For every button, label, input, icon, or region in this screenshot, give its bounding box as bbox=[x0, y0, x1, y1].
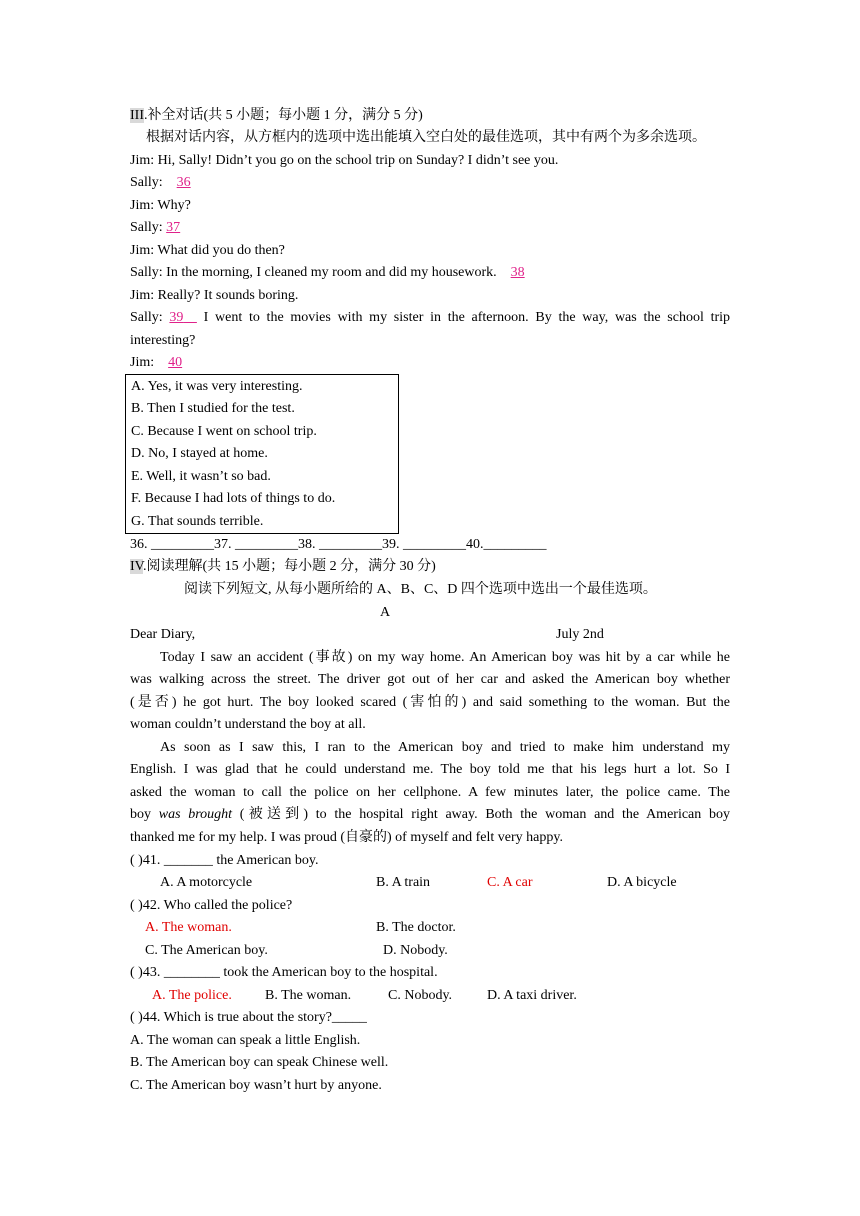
paragraph-1-line: Today I saw an accident (事故) on my way home. An American boy was hit by a car while he bbox=[160, 650, 730, 665]
q41-option-a: A. A motorcycle bbox=[160, 875, 253, 890]
dialogue-line-1: Jim: Hi, Sally! Didn’t you go on the school trip on Sunday? I didn’t see you. bbox=[130, 153, 559, 168]
passage-label: A bbox=[380, 605, 391, 620]
q42-option-c: C. The American boy. bbox=[145, 943, 268, 958]
italic-phrase: was brought bbox=[158, 807, 233, 822]
blank-38: 38 bbox=[510, 265, 525, 280]
dialogue-line-9: interesting? bbox=[130, 333, 196, 348]
dialogue-text: Sally: In the morning, I cleaned my room and did my housework. bbox=[130, 265, 497, 280]
diary-date: July 2nd bbox=[556, 627, 604, 642]
dialogue-text: I went to the movies with my sister in the afternoon. By the way, was the school trip bbox=[203, 310, 731, 325]
speaker: Sally: bbox=[130, 220, 163, 235]
dialogue-line-3: Jim: Why? bbox=[130, 198, 191, 213]
dialogue-line-6 bbox=[130, 262, 525, 284]
dialogue-line-4 bbox=[130, 217, 180, 239]
q43-option-c: C. Nobody. bbox=[388, 988, 453, 1003]
dialogue-line-2 bbox=[130, 172, 191, 194]
dialogue-line-5: Jim: What did you do then? bbox=[130, 243, 285, 258]
section-3-instruction: 根据对话内容，从方框内的选项中选出能填入空白处的最佳选项，其中有两个为多余选项。 bbox=[146, 130, 706, 145]
q43-option-d: D. A taxi driver. bbox=[487, 988, 577, 1003]
option-e: E. Well, it wasn’t so bad. bbox=[131, 469, 271, 484]
question-41-stem: ( )41. _______ the American boy. bbox=[130, 853, 319, 868]
q41-option-b: B. A train bbox=[376, 875, 431, 890]
section-4-title: .阅读理解(共 15 小题；每小题 2 分，满分 30 分) bbox=[142, 559, 436, 574]
option-g: G. That sounds terrible. bbox=[131, 514, 264, 529]
section-4-instruction: 阅读下列短文, 从每小题所给的 A、B、C、D 四个选项中选出一个最佳选项。 bbox=[184, 582, 657, 597]
dialogue-line-7: Jim: Really? It sounds boring. bbox=[130, 288, 299, 303]
paragraph-2-line: boy was brought (被送到) to the hospital right away. Both the woman and the American boy bbox=[130, 807, 730, 822]
question-43-stem: ( )43. ________ took the American boy to the hospital. bbox=[130, 965, 438, 980]
answer-blanks-line: 36. _________37. _________38. _________39. _________40._________ bbox=[130, 537, 547, 552]
option-d: D. No, I stayed at home. bbox=[131, 446, 268, 461]
paragraph-2-line: thanked me for my help. I was proud (自豪的) of myself and felt very happy. bbox=[130, 830, 563, 845]
paragraph-1-line: woman couldn’t understand the boy at all. bbox=[130, 717, 366, 732]
section-3-title: .补全对话(共 5 小题；每小题 1 分，满分 5 分) bbox=[144, 108, 423, 123]
section-3-roman: III bbox=[130, 108, 144, 123]
blank-40: 40 bbox=[168, 355, 183, 370]
blank-36: 36 bbox=[176, 175, 191, 190]
q44-option-a: A. The woman can speak a little English. bbox=[130, 1033, 361, 1048]
dialogue-line-10 bbox=[130, 352, 182, 374]
speaker: Jim: bbox=[130, 355, 155, 370]
question-44-stem: ( )44. Which is true about the story?_____ bbox=[130, 1010, 367, 1025]
paragraph-1-line: was walking across the street. The driver got out of her car and asked the American boy whether bbox=[130, 672, 730, 687]
option-f: F. Because I had lots of things to do. bbox=[131, 491, 336, 506]
section-4-heading bbox=[130, 556, 436, 578]
question-42-stem: ( )42. Who called the police? bbox=[130, 898, 293, 913]
q43-option-b: B. The woman. bbox=[265, 988, 352, 1003]
q42-option-d: D. Nobody. bbox=[383, 943, 448, 958]
option-a: A. Yes, it was very interesting. bbox=[131, 379, 303, 394]
options-box bbox=[125, 374, 399, 534]
option-c: C. Because I went on school trip. bbox=[131, 424, 317, 439]
paragraph-2-line: asked the woman to call the police on her cellphone. A few minutes later, the police came. The bbox=[130, 785, 730, 800]
option-b: B. Then I studied for the test. bbox=[131, 401, 295, 416]
paragraph-1-line: (是否) he got hurt. The boy looked scared (害怕的) and said something to the woman. But the bbox=[130, 695, 730, 710]
section-3-heading bbox=[130, 105, 423, 127]
dialogue-line-8 bbox=[130, 307, 730, 329]
speaker: Sally: bbox=[130, 175, 163, 190]
section-4-roman: IV bbox=[130, 559, 143, 574]
q42-option-a: A. The woman. bbox=[145, 920, 232, 935]
q42-option-b: B. The doctor. bbox=[376, 920, 456, 935]
q43-option-a: A. The police. bbox=[152, 988, 232, 1003]
q41-option-d: D. A bicycle bbox=[607, 875, 677, 890]
paragraph-2-line: English. I was glad that he could understand me. The boy told me that his legs hurt a lot. So I bbox=[130, 762, 730, 777]
q44-option-b: B. The American boy can speak Chinese well. bbox=[130, 1055, 389, 1070]
blank-39: 39 bbox=[169, 310, 184, 325]
blank-37: 37 bbox=[166, 220, 181, 235]
diary-greeting: Dear Diary, bbox=[130, 627, 196, 642]
speaker: Sally: bbox=[130, 310, 163, 325]
q41-option-c: C. A car bbox=[487, 875, 533, 890]
q44-option-c: C. The American boy wasn’t hurt by anyone. bbox=[130, 1078, 382, 1093]
paragraph-2-line: As soon as I saw this, I ran to the American boy and tried to make him understand my bbox=[160, 740, 730, 755]
